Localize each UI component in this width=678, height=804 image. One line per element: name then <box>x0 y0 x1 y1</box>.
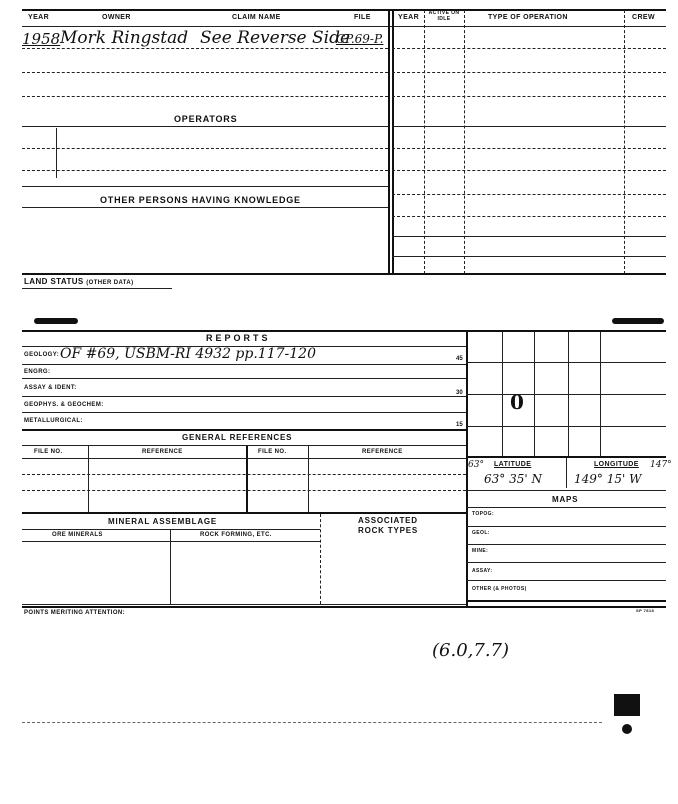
gr-col-line <box>88 446 89 512</box>
general-references-title: GENERAL REFERENCES <box>182 433 293 442</box>
other-persons-line <box>22 207 388 208</box>
maps-row-line <box>466 580 666 581</box>
op-row-line <box>392 256 666 257</box>
entry-claim-name: See Reverse Side <box>200 28 351 48</box>
coordinate-note: (6.0,7.7) <box>432 640 510 661</box>
op-row-line <box>392 216 666 217</box>
gr-col-line <box>246 446 248 512</box>
gr-col-line <box>308 446 309 512</box>
geophys-line <box>22 412 466 413</box>
maps-underline <box>466 507 666 508</box>
header-year-2: YEAR <box>398 14 420 21</box>
longitude-value: 149° 15' W <box>574 472 642 486</box>
form-number: SP 7818 <box>636 608 655 613</box>
gr-file-no-2: FILE NO. <box>258 449 287 455</box>
maps-row-line <box>466 562 666 563</box>
scale-45: 45 <box>456 356 463 362</box>
top-border <box>22 9 666 11</box>
gr-reference-2: REFERENCE <box>362 449 403 455</box>
owner-row-line <box>22 96 388 97</box>
location-mark: 0 <box>510 390 524 414</box>
land-status-sub: (OTHER DATA) <box>86 280 134 286</box>
latitude-value: 63° 35' N <box>484 472 542 486</box>
grid-line <box>466 394 666 395</box>
op-row-line <box>392 236 666 237</box>
op-row-line <box>392 194 666 195</box>
geology-value: OF #69, USBM-RI 4932 pp.117-120 <box>60 346 316 362</box>
operators-row-line <box>22 148 388 149</box>
lat-prefix: 63° <box>468 460 484 470</box>
mineral-inner-divider <box>170 530 171 604</box>
grid-line <box>466 426 666 427</box>
mineral-title: MINERAL ASSEMBLAGE <box>108 517 218 526</box>
registration-block <box>614 694 640 716</box>
longitude-label: LONGITUDE <box>594 461 639 468</box>
engrg-label: ENGRG: <box>24 369 51 375</box>
header-type-of-operation: TYPE OF OPERATION <box>488 14 568 21</box>
owner-row-line <box>22 48 388 49</box>
scale-15: 15 <box>456 422 463 428</box>
footer-rule <box>22 606 666 608</box>
associated-label: ASSOCIATED <box>358 516 418 525</box>
op-row-line <box>392 96 666 97</box>
rock-forming-label: ROCK FORMING, ETC. <box>200 532 272 538</box>
entry-year: 1958 <box>22 30 61 48</box>
assay-line <box>22 396 466 397</box>
gr-row-line <box>22 490 466 491</box>
metallurgical-line <box>22 429 466 431</box>
lon-suffix: 147° <box>650 460 672 470</box>
year-col-divider <box>424 10 425 274</box>
rock-types-label: ROCK TYPES <box>358 526 419 535</box>
reports-title: REPORTS <box>206 333 271 343</box>
latitude-label: LATITUDE <box>494 461 532 468</box>
owner-row-line <box>22 72 388 73</box>
operators-bottom-line <box>22 186 388 187</box>
land-status-heading <box>24 277 134 286</box>
registration-dot <box>622 724 632 734</box>
entry-file: CP.69-P. <box>336 32 384 46</box>
grid-line <box>466 362 666 363</box>
geology-label: GEOLOGY: <box>24 352 60 358</box>
op-row-line <box>392 72 666 73</box>
operators-heading: OPERATORS <box>174 114 238 124</box>
maps-mine: MINE: <box>472 548 489 554</box>
maps-title: MAPS <box>552 495 579 504</box>
header-file: FILE <box>354 14 371 21</box>
latlon-bottom <box>466 490 666 491</box>
redaction-mark <box>612 318 664 324</box>
geophys-label: GEOPHYS. & GEOCHEM: <box>24 402 104 408</box>
op-row-line <box>392 170 666 171</box>
header-year: YEAR <box>28 14 50 21</box>
ore-minerals-label: ORE MINERALS <box>52 532 103 538</box>
metallurgical-label: METALLURGICAL: <box>24 418 83 424</box>
header-owner: OWNER <box>102 14 131 21</box>
main-divider-2 <box>392 10 394 274</box>
mineral-col-divider <box>320 514 321 604</box>
points-meriting-attention: POINTS MERITING ATTENTION: <box>24 610 126 616</box>
engrg-line <box>22 378 466 379</box>
maps-row-line <box>466 526 666 527</box>
maps-topog: TOPOG: <box>472 511 495 517</box>
gr-row-line <box>22 474 466 475</box>
mineral-header-line <box>22 541 320 542</box>
bottom-dashed-line <box>22 722 602 723</box>
maps-row-line <box>466 544 666 545</box>
latlon-divider <box>566 458 567 488</box>
maps-other: OTHER (& PHOTOS) <box>472 586 527 592</box>
gr-file-no-1: FILE NO. <box>34 449 63 455</box>
geology-line <box>22 364 466 365</box>
land-status-rule <box>22 273 666 275</box>
operators-line <box>22 126 388 127</box>
land-status-label: LAND STATUS <box>24 277 84 286</box>
maps-geol: GEOL: <box>472 530 490 536</box>
reports-top-rule <box>22 330 666 332</box>
gr-bottom-line <box>22 512 466 514</box>
op-row-line <box>392 148 666 149</box>
maps-assay: ASSAY: <box>472 568 493 574</box>
operators-row-line <box>22 170 388 171</box>
main-divider <box>388 10 390 274</box>
crew-col-divider <box>624 10 625 274</box>
gr-row-line <box>22 458 466 459</box>
mineral-bottom-line <box>22 604 466 605</box>
op-row-line <box>392 126 666 127</box>
land-status-underline <box>22 288 172 289</box>
op-row-line <box>392 48 666 49</box>
entry-owner: Mork Ringstad <box>60 28 189 48</box>
header-crew: CREW <box>632 14 655 21</box>
header-active-on-idle: ACTIVE ON IDLE <box>428 10 460 22</box>
gr-reference-1: REFERENCE <box>142 449 183 455</box>
assay-label: ASSAY & IDENT: <box>24 385 77 391</box>
other-persons-heading: OTHER PERSONS HAVING KNOWLEDGE <box>100 195 301 205</box>
redaction-mark <box>34 318 78 324</box>
maps-bottom <box>466 600 666 602</box>
header-underline <box>22 26 666 27</box>
mineral-underline <box>22 529 320 530</box>
scale-30: 30 <box>456 390 463 396</box>
active-col-divider <box>464 10 465 274</box>
header-claim-name: CLAIM NAME <box>232 14 281 21</box>
